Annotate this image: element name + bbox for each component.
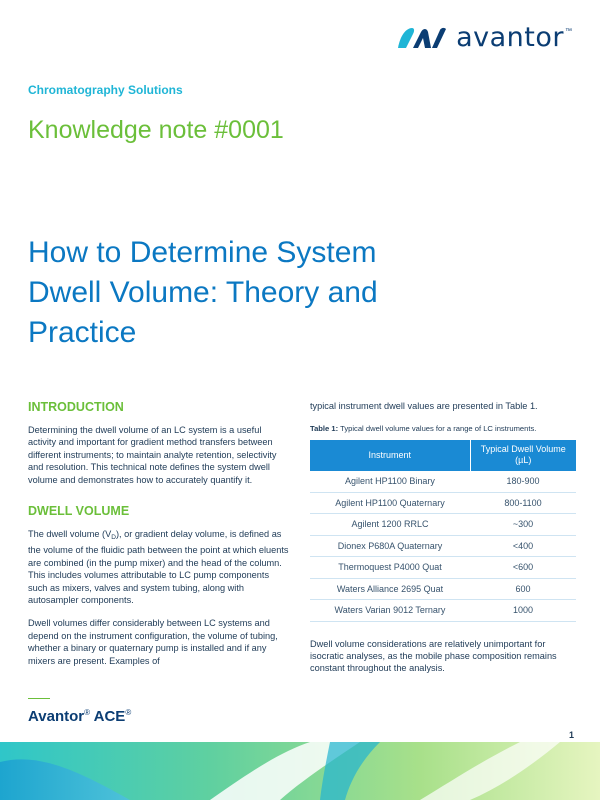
instrument-cell: Agilent 1200 RRLC xyxy=(310,514,470,536)
table-row xyxy=(310,471,576,493)
decorative-wave-banner xyxy=(0,742,600,800)
table-caption-text: Typical dwell volume values for a range of LC instruments. xyxy=(338,424,537,433)
table-header-row xyxy=(310,440,576,471)
dwell-volume-paragraph-2: Dwell volumes differ considerably between LC systems and depend on the instrument configuration, the volume of tubing, whether a binary or quaternary pump is installed and if any mixers are present. Examples of xyxy=(28,618,278,666)
logo-trademark: ™ xyxy=(565,28,572,35)
table-row xyxy=(310,578,576,600)
category-label: Chromatography Solutions xyxy=(28,83,183,97)
dwell-volume-cell: <400 xyxy=(470,535,576,557)
instrument-cell: Waters Varian 9012 Ternary xyxy=(310,600,470,622)
knowledge-note-number: Knowledge note #0001 xyxy=(28,116,284,144)
document-title: How to Determine System Dwell Volume: Theory and Practice xyxy=(28,236,378,349)
instrument-cell: Agilent HP1100 Binary xyxy=(310,471,470,493)
column-header-dwell-volume: Typical Dwell Volume (µL) xyxy=(470,440,576,471)
right-column xyxy=(310,400,576,674)
table-row xyxy=(310,514,576,536)
avantor-logo xyxy=(394,22,572,53)
introduction-heading: INTRODUCTION xyxy=(28,400,124,414)
footer-product-name: ACE xyxy=(90,708,126,725)
instrument-cell: Thermoquest P4000 Quat xyxy=(310,557,470,579)
table-row xyxy=(310,600,576,622)
dwell-volume-cell: 800-1100 xyxy=(470,492,576,514)
table-intro-text: typical instrument dwell values are presented in Table 1. xyxy=(310,401,538,411)
footer-brand-name: Avantor xyxy=(28,708,85,725)
introduction-paragraph: Determining the dwell volume of an LC system is a useful activity and important for gradient method transfers between different instruments; to maintain analyte retention, selectivity and resolution. This technical note defines the system dwell volume and demonstrates how to accurately quantify it. xyxy=(28,425,277,485)
footer-divider xyxy=(28,698,50,699)
left-column xyxy=(28,400,290,667)
dwell-volume-cell: 1000 xyxy=(470,600,576,622)
dwell-p1-start: The dwell volume (V xyxy=(28,529,112,540)
footer-brand-reg: ® xyxy=(84,708,91,717)
table-row xyxy=(310,492,576,514)
table-caption xyxy=(310,424,576,434)
dwell-p1-end: ), or gradient delay volume, is defined as the volume of the fluidic path between the point at which eluents are combined (in the pump mixer) and the head of the column. This includes volumes attributable to LC pump components such as mixers, valves and system tubing, along with autosampler components. xyxy=(28,529,289,606)
table-row xyxy=(310,535,576,557)
dwell-volume-paragraph-1 xyxy=(28,528,290,606)
dwell-volume-cell: ~300 xyxy=(470,514,576,536)
footer-product-reg: ® xyxy=(125,708,132,717)
table-caption-label: Table 1: xyxy=(310,424,339,433)
column-header-instrument: Instrument xyxy=(310,440,470,471)
footer-brand xyxy=(28,708,131,725)
isocratic-note-paragraph: Dwell volume considerations are relatively unimportant for isocratic analyses, as the mobile phase composition remains constant throughout the analysis. xyxy=(310,638,557,673)
dwell-p1-subscript: D xyxy=(111,534,116,542)
instrument-cell: Dionex P680A Quaternary xyxy=(310,535,470,557)
page-number: 1 xyxy=(568,730,574,740)
dwell-volume-table xyxy=(310,440,576,622)
instrument-cell: Waters Alliance 2695 Quat xyxy=(310,578,470,600)
dwell-volume-cell: <600 xyxy=(470,557,576,579)
dwell-volume-cell: 600 xyxy=(470,578,576,600)
dwell-volume-heading: DWELL VOLUME xyxy=(28,504,130,519)
instrument-cell: Agilent HP1100 Quaternary xyxy=(310,492,470,514)
avantor-mark-icon xyxy=(394,24,450,52)
table-row xyxy=(310,557,576,579)
dwell-volume-cell: 180-900 xyxy=(470,471,576,493)
logo-text: avantor xyxy=(456,22,564,53)
